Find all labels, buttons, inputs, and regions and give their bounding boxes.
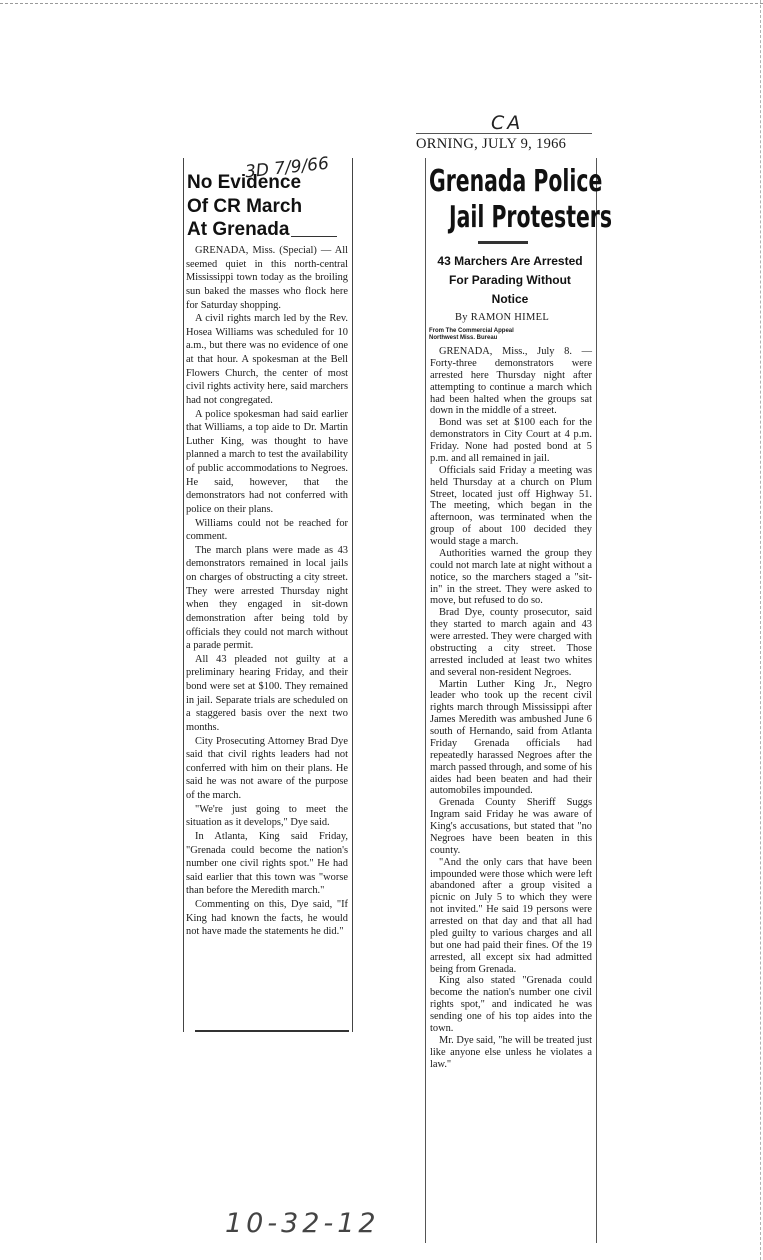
right-paragraph: Authorities warned the group they could not march late at night without a notice, so the marchers staged a "sit-in" in the street. They were asked to move, but refused to do so. [430,547,592,607]
right-paragraph: Brad Dye, county prosecutor, said they started to march again and 43 were arrested. They were charged with obstructing a city street. Those arrested included at least two whites and several non-resident Negroes. [430,607,592,678]
left-paragraph: Williams could not be reached for comment. [186,517,348,543]
left-paragraph: The march plans were made as 43 demonstrators remained in local jails on charges of obstructing a city street. They were arrested Thursday night when they engaged in sit-down demonstration after being told by officials they could not march without a parade permit. [186,544,348,652]
credit-text: From The Commercial Appeal [429,328,514,334]
headline-rule [478,241,528,244]
perforation-right [760,0,761,1260]
handwritten-date: 3D 7/9/66 [244,153,330,183]
handwritten-code: CA [491,112,524,134]
right-subheadline [427,252,593,309]
right-paragraph: King also stated "Grenada could become the nation's number one civil rights spot," and indicated he was sending one of his top aides into the town. [430,975,592,1034]
subheadline-line: For Parading Without [449,273,571,287]
credit-text: Northwest Miss. Bureau [429,334,498,341]
right-article-body [430,346,592,1070]
right-paragraph: GRENADA, Miss., July 8. — Forty-three demonstrators were arrested here Thursday night after attempting to continue a march which had been halted when the groups sat down in the middle of a street. [430,346,592,417]
left-article-body [186,244,348,939]
right-paragraph: Mr. Dye said, "he will be treated just like anyone else unless he violates a law." [430,1034,592,1070]
right-paragraph: Officials said Friday a meeting was held Thursday at a church on Plum Street, located just off Highway 51. The meeting, which began in the afternoon, was terminated when the group of about 100 decided they would stage a march. [430,464,592,547]
left-paragraph: A civil rights march led by the Rev. Hosea Williams was scheduled for 10 a.m., but there was no evidence of one at that hour. A spokesman at the Bell Flowers Church, the center of most civil rights activity here, said marchers had not congregated. [186,313,348,406]
left-bottom-rule [195,1030,349,1032]
right-paragraph: Bond was set at $100 each for the demonstrators in City Court at 4 p.m. Friday. None had posted bond at 5 p.m. and all remained in jail. [430,417,592,464]
dateline: ORNING, JULY 9, 1966 [416,136,567,152]
left-headline-line-1: No Evidence [187,172,302,193]
left-headline-line-2: Of CR March [187,196,303,217]
headline-underline [291,236,337,237]
perforation-top [0,3,763,4]
subheadline-line: 43 Marchers Are Arrested [437,254,583,268]
right-headline-line-2: Jail Protesters [449,200,612,235]
right-paragraph: Martin Luther King Jr., Negro leader who took up the recent civil rights march through Mississippi after James Meredith was ambushed June 6 south of Hernando, said from Atlanta Friday Grenada officials had repeatedly harassed Negroes after the march passed through, and some of his aides had been beaten and had their automobiles impounded. [430,678,592,797]
dateline-rule [416,133,592,134]
left-paragraph: GRENADA, Miss. (Special) — All seemed quiet in this north-central Mississippi town today as the broiling sun baked the masses who flock here for Saturday shopping. [186,245,348,311]
right-paragraph: "And the only cars that have been impounded were those which were left abandoned after a group visited a picnic on July 5 to which they were not invited." He said 19 persons were arrested on that day and that all had pled guilty to various charges and all but one had paid their fines. Of the 19 arrested, all except six had admitted being from Grenada. [430,856,592,975]
left-paragraph: Commenting on this, Dye said, "If King had known the facts, he would not have made the statements he did." [186,899,348,938]
right-headline-line-1: Grenada Police [429,164,603,199]
left-paragraph: All 43 pleaded not guilty at a preliminary hearing Friday, and their bond were set at $100. They remained in jail. Separate trials are scheduled on a staggered basis over the next two months. [186,653,348,733]
left-paragraph: A police spokesman had said earlier that Williams, a top aide to Dr. Martin Luther King, was thought to have planned a march to test the availability of public accommodations to Negroes. He said, however, that the demonstrators had not conferred with police on their plans. [186,408,348,515]
byline: By RAMON HIMEL [455,312,550,323]
handwritten-reference-number: 10-32-12 [225,1208,380,1239]
left-paragraph: In Atlanta, King said Friday, "Grenada could become the nation's number one civil rights spot." He had said earlier that this town was "worse than before the Meredith march." [186,830,348,897]
right-paragraph: Grenada County Sheriff Suggs Ingram said Friday he was aware of King's accusations, but stated that "no Negroes have been beaten in this county. [430,797,592,856]
subheadline-line: Notice [491,292,529,306]
left-paragraph: "We're just going to meet the situation as it develops," Dye said. [186,803,348,829]
left-headline-line-3: At Grenada [187,219,290,240]
left-paragraph: City Prosecuting Attorney Brad Dye said that civil rights leaders had not conferred with him on their plans. He said he was not aware of the purpose of the march. [186,735,348,801]
credit-line [429,328,514,341]
